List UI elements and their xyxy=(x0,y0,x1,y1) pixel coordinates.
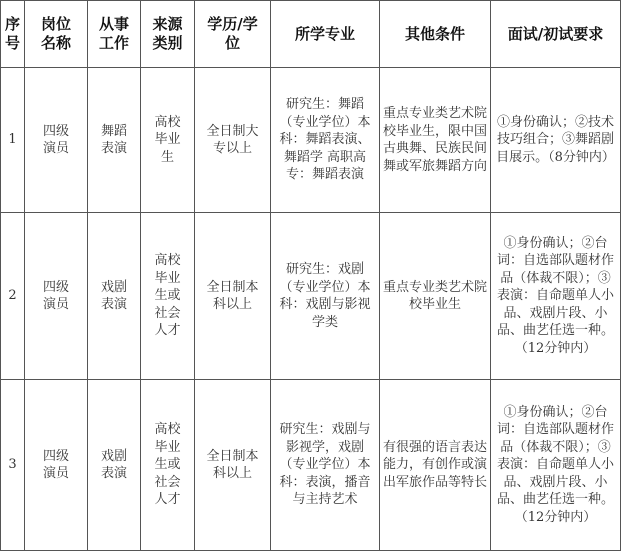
cell-conditions: 有很强的语言表达能力，有创作或演出军旅作品等特长 xyxy=(380,380,491,551)
cell-index: 2 xyxy=(1,213,25,380)
cell-major: 研究生：舞蹈（专业学位）本科：舞蹈表演、舞蹈学 高职高专：舞蹈表演 xyxy=(271,68,380,213)
cell-source: 高校毕业生或社会人才 xyxy=(141,380,195,551)
header-education: 学历/学位 xyxy=(195,1,271,68)
header-row xyxy=(1,1,621,68)
header-conditions: 其他条件 xyxy=(380,1,491,68)
cell-position: 四级演员 xyxy=(25,213,88,380)
cell-work: 戏剧表演 xyxy=(88,213,141,380)
cell-source: 高校毕业生或社会人才 xyxy=(141,213,195,380)
cell-source: 高校毕业生 xyxy=(141,68,195,213)
header-work: 从事工作 xyxy=(88,1,141,68)
cell-position: 四级演员 xyxy=(25,68,88,213)
header-source: 来源类别 xyxy=(141,1,195,68)
cell-index: 1 xyxy=(1,68,25,213)
cell-interview: ①身份确认；②技术技巧组合；③舞蹈剧目展示。（8分钟内） xyxy=(491,68,621,213)
cell-interview: ①身份确认；②台词：自选部队题材作品（体裁不限）；③表演：自命题单人小品、戏剧片段、小品、曲艺任选一种。（12分钟内） xyxy=(491,380,621,551)
cell-conditions: 重点专业类艺术院校毕业生，限中国古典舞、民族民间舞或军旅舞蹈方向 xyxy=(380,68,491,213)
cell-work: 舞蹈表演 xyxy=(88,68,141,213)
cell-education: 全日制本科以上 xyxy=(195,380,271,551)
cell-major: 研究生：戏剧与影视学，戏剧（专业学位）本科：表演，播音与主持艺术 xyxy=(271,380,380,551)
cell-index: 3 xyxy=(1,380,25,551)
table-row xyxy=(1,213,621,380)
cell-education: 全日制大专以上 xyxy=(195,68,271,213)
header-position: 岗位名称 xyxy=(25,1,88,68)
cell-work: 戏剧表演 xyxy=(88,380,141,551)
table-row xyxy=(1,68,621,213)
header-major: 所学专业 xyxy=(271,1,380,68)
cell-education: 全日制本科以上 xyxy=(195,213,271,380)
header-index: 序号 xyxy=(1,1,25,68)
table-row xyxy=(1,380,621,551)
cell-major: 研究生：戏剧（专业学位）本科：戏剧与影视学类 xyxy=(271,213,380,380)
header-interview: 面试/初试要求 xyxy=(491,1,621,68)
cell-conditions: 重点专业类艺术院校毕业生 xyxy=(380,213,491,380)
cell-interview: ①身份确认；②台词：自选部队题材作品（体裁不限）；③表演：自命题单人小品、戏剧片段、小品、曲艺任选一种。（12分钟内） xyxy=(491,213,621,380)
cell-position: 四级演员 xyxy=(25,380,88,551)
